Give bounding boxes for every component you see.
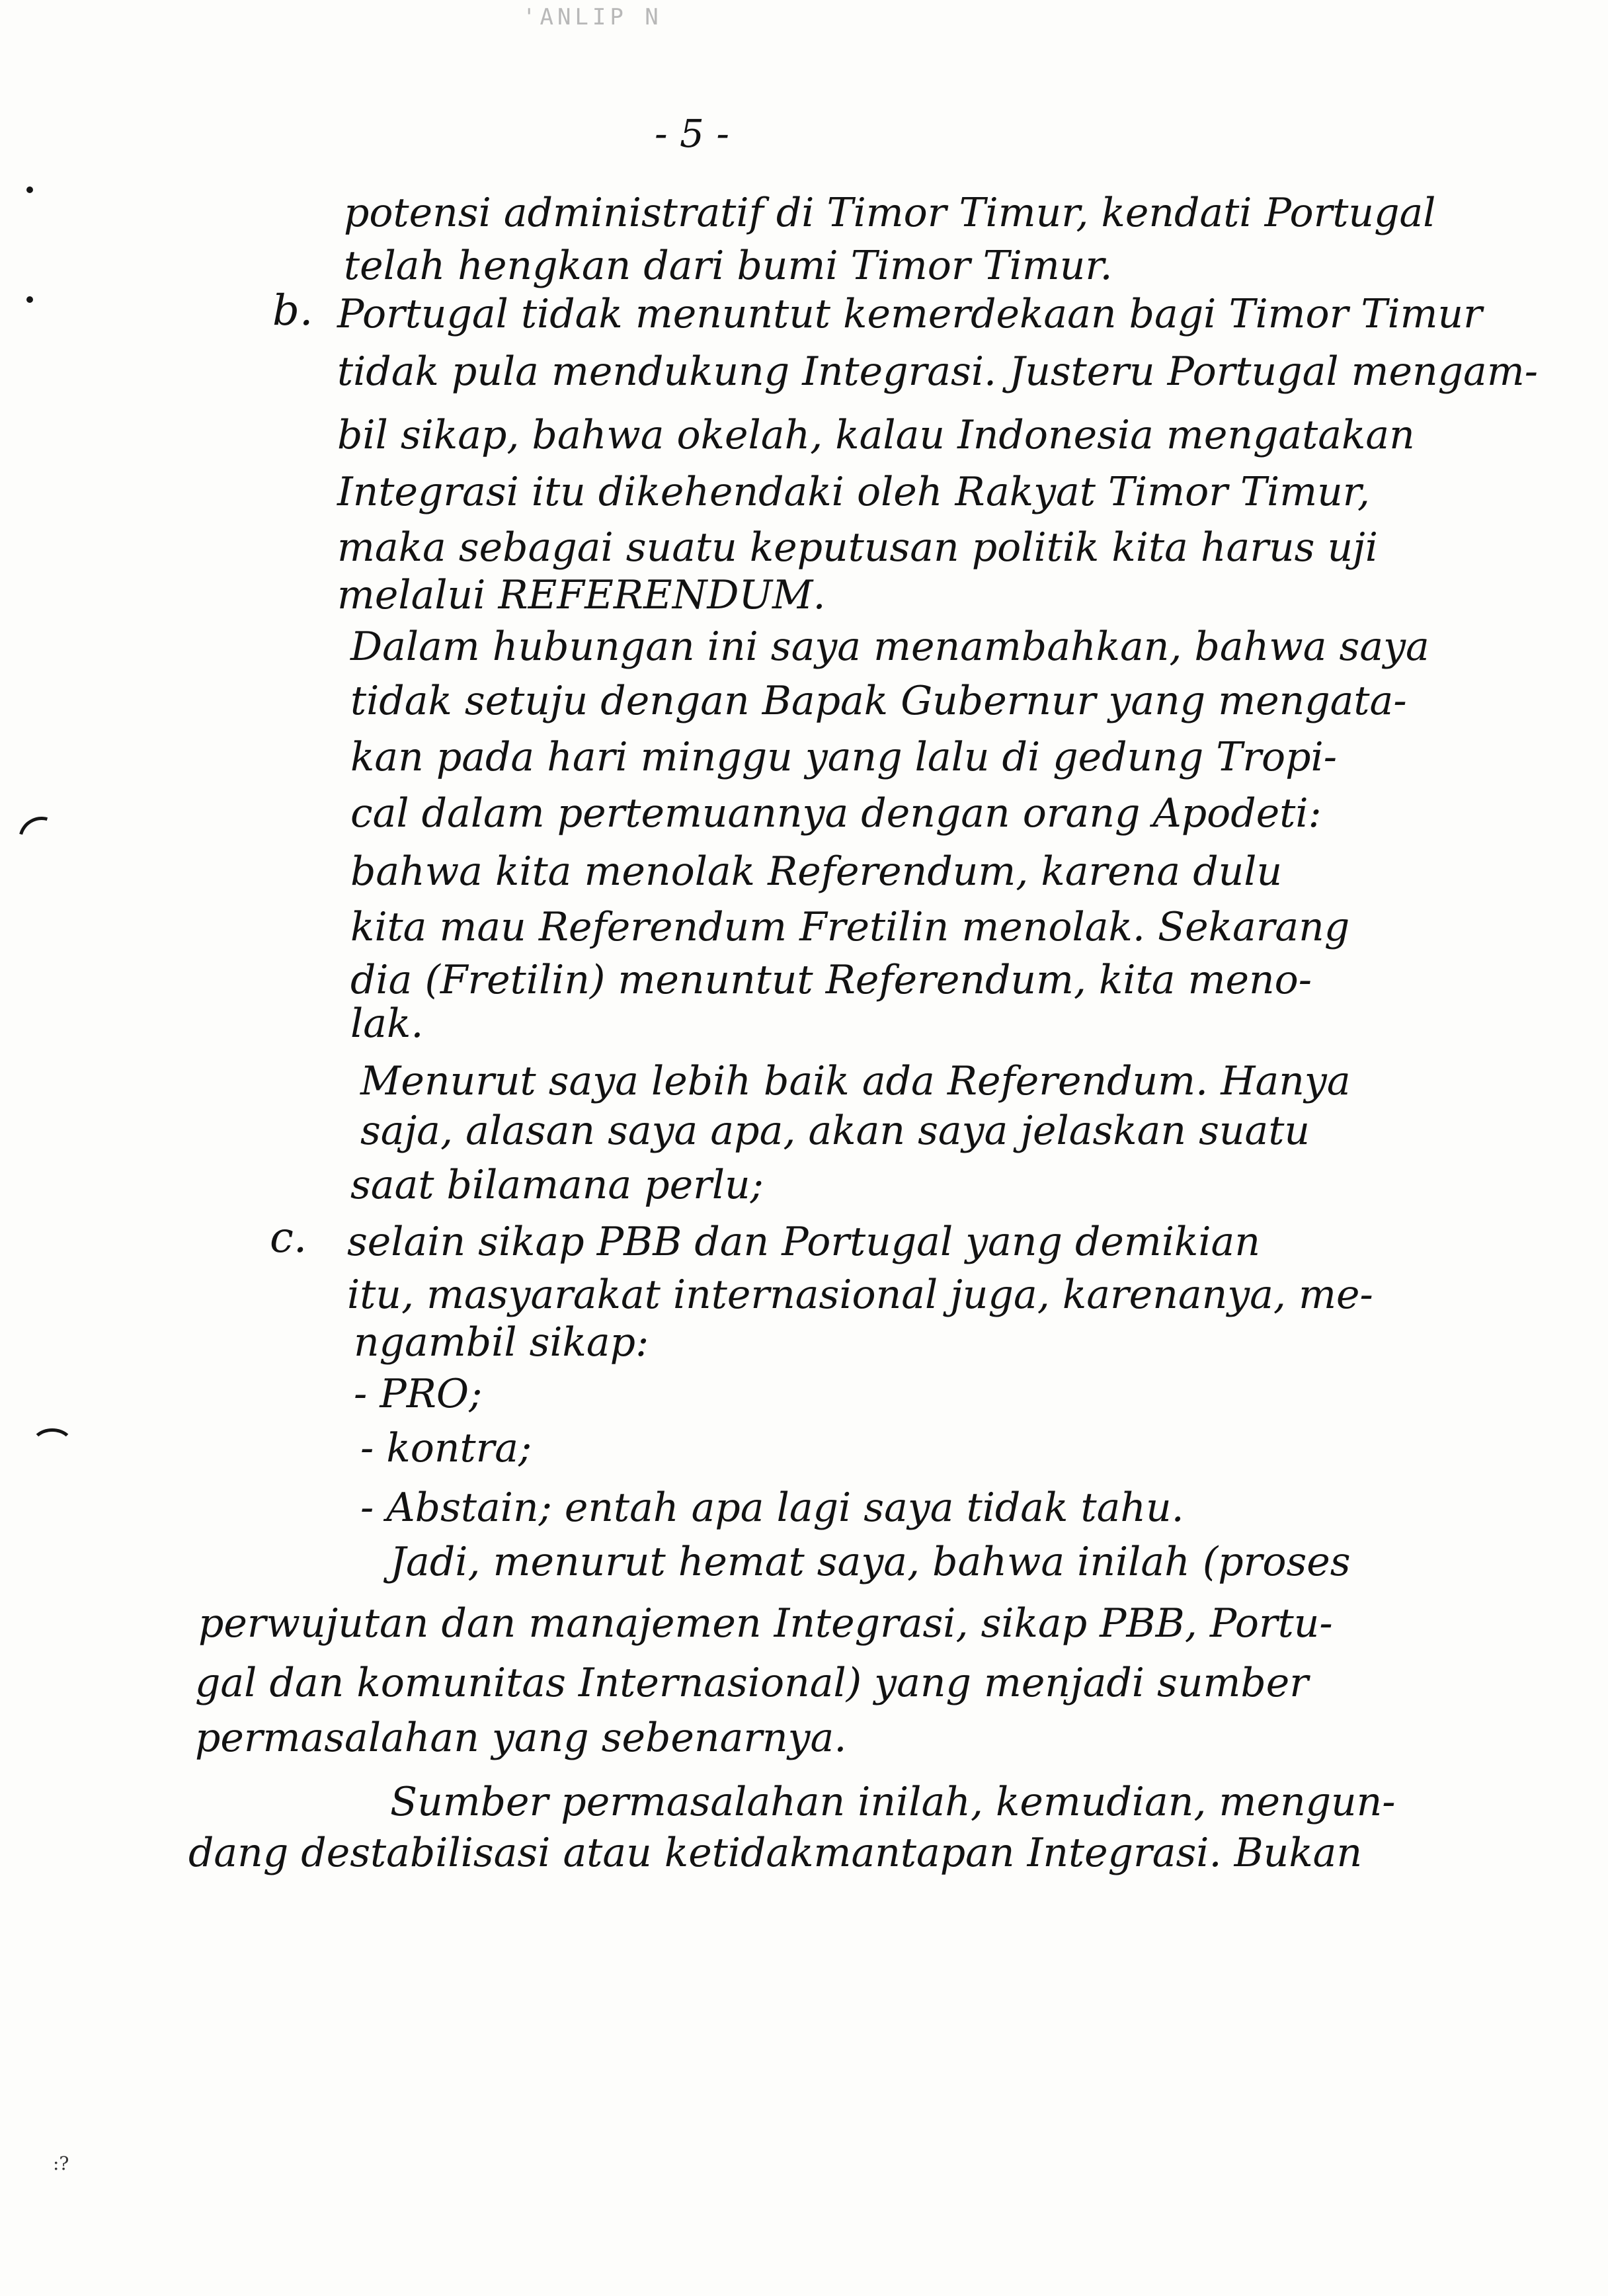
text-line: permasalahan yang sebenarnya. bbox=[195, 1715, 847, 1761]
text-line: dang destabilisasi atau ketidakmantapan Integrasi. Bukan bbox=[188, 1830, 1363, 1876]
text-line: gal dan komunitas Internasional) yang menjadi sumber bbox=[195, 1660, 1308, 1706]
text-line: Portugal tidak menuntut kemerdekaan bagi Timor Timur bbox=[337, 291, 1482, 337]
text-line: - kontra; bbox=[360, 1425, 532, 1471]
text-line: Sumber permasalahan inilah, kemudian, mengun- bbox=[390, 1779, 1396, 1825]
text-line: Jadi, menurut hemat saya, bahwa inilah (proses bbox=[390, 1539, 1351, 1585]
text-line: melalui REFERENDUM. bbox=[337, 572, 826, 618]
page-number: - 5 - bbox=[655, 111, 729, 156]
text-line: kan pada hari minggu yang lalu di gedung Tropi- bbox=[350, 734, 1338, 780]
text-line: itu, masyarakat internasional juga, karenanya, me- bbox=[347, 1272, 1373, 1318]
list-marker-c: c. bbox=[270, 1213, 307, 1262]
margin-dot bbox=[26, 186, 33, 193]
text-line: kita mau Referendum Fretilin menolak. Sekarang bbox=[350, 904, 1350, 950]
text-line: - PRO; bbox=[354, 1371, 483, 1417]
text-line: ngambil sikap: bbox=[354, 1319, 649, 1366]
header-stamp: 'ANLIP N bbox=[522, 4, 663, 30]
text-line: potensi administratif di Timor Timur, kendati Portugal bbox=[344, 190, 1436, 236]
text-line: Menurut saya lebih baik ada Referendum. Hanya bbox=[360, 1058, 1351, 1104]
text-line: perwujutan dan manajemen Integrasi, sikap PBB, Portu- bbox=[198, 1600, 1333, 1647]
text-line: saja, alasan saya apa, akan saya jelaskan suatu bbox=[360, 1108, 1310, 1154]
text-line: bahwa kita menolak Referendum, karena dulu bbox=[350, 848, 1283, 895]
text-line: - Abstain; entah apa lagi saya tidak tahu. bbox=[360, 1485, 1184, 1531]
text-line: tidak setuju dengan Bapak Gubernur yang mengata- bbox=[350, 678, 1407, 724]
text-line: saat bilamana perlu; bbox=[350, 1162, 764, 1208]
text-line: lak. bbox=[350, 1001, 424, 1047]
margin-dot bbox=[26, 296, 33, 303]
margin-mark bbox=[30, 1428, 74, 1464]
text-line: tidak pula mendukung Integrasi. Justeru Portugal mengam- bbox=[337, 348, 1538, 395]
corner-mark: :? bbox=[53, 2152, 69, 2174]
text-line: cal dalam pertemuannya dengan orang Apodeti: bbox=[350, 790, 1322, 837]
text-line: telah hengkan dari bumi Timor Timur. bbox=[344, 243, 1113, 289]
margin-mark bbox=[10, 808, 73, 872]
text-line: Integrasi itu dikehendaki oleh Rakyat Timor Timur, bbox=[337, 469, 1370, 515]
list-marker-b: b. bbox=[272, 286, 313, 335]
text-line: maka sebagai suatu keputusan politik kita harus uji bbox=[337, 524, 1378, 571]
text-line: dia (Fretilin) menuntut Referendum, kita meno- bbox=[350, 957, 1312, 1003]
text-line: Dalam hubungan ini saya menambahkan, bahwa saya bbox=[350, 624, 1429, 670]
text-line: selain sikap PBB dan Portugal yang demikian bbox=[347, 1219, 1260, 1265]
text-line: bil sikap, bahwa okelah, kalau Indonesia mengatakan bbox=[337, 412, 1415, 458]
